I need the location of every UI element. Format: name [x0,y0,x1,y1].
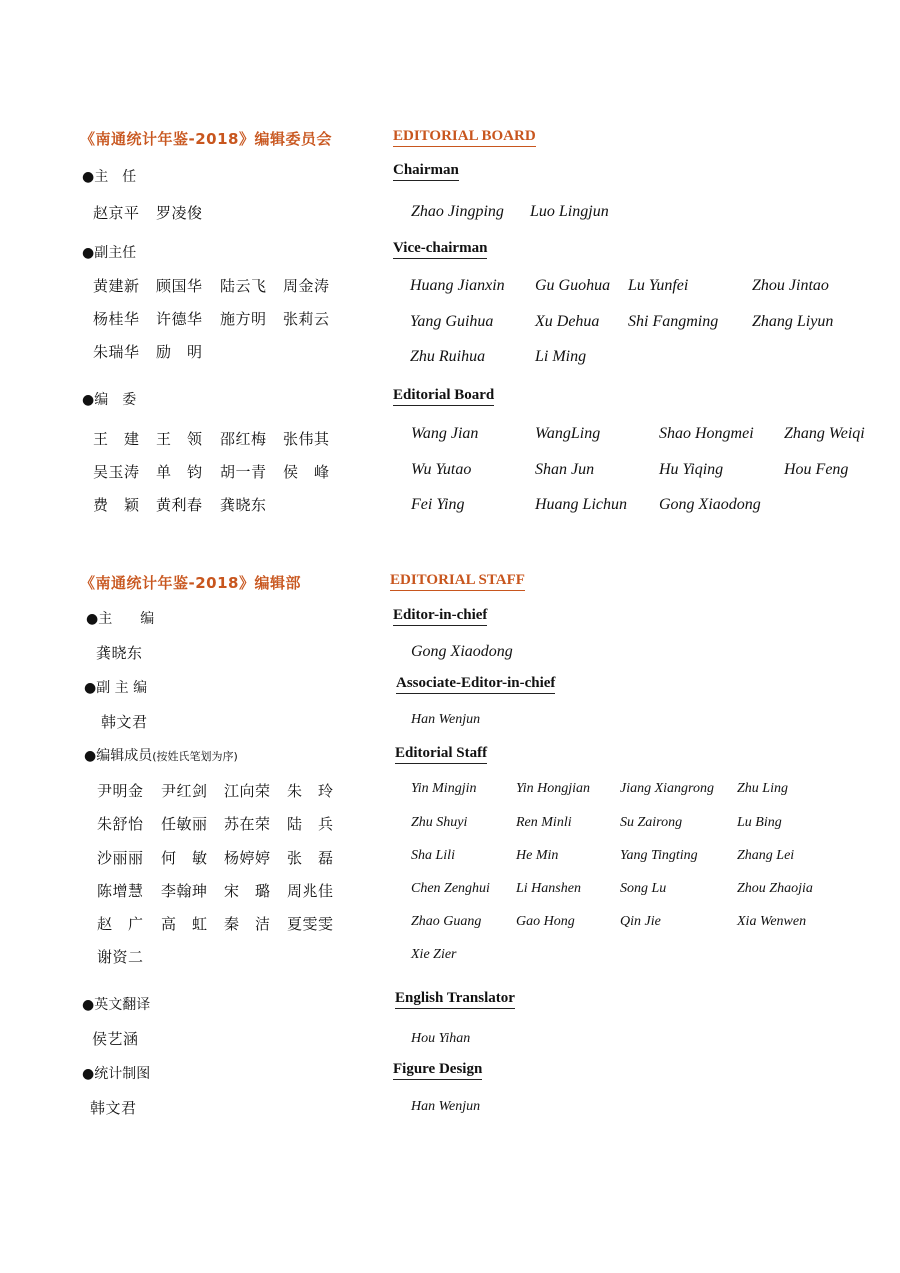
en-name: Han Wenjun [411,712,481,727]
cn-name: 陆云飞 [220,277,267,295]
en-name: Luo Lingjun [530,203,609,220]
cn-name: 顾国华 [156,277,203,295]
en-name: Chen Zenghui [411,881,490,896]
en-name: Huang Lichun [535,496,627,513]
cn-name: 胡一青 [220,463,267,481]
en-name: Zhou Zhaojia [737,881,813,896]
cn-name: 江向荣 [224,782,271,800]
chairman-cn-label: ●主 任 [82,169,137,185]
cn-name: 朱瑞华 [93,343,140,361]
staff-en-title: EDITORIAL STAFF [390,572,525,591]
en-name: Hou Feng [784,461,849,478]
en-name: Huang Jianxin [410,277,505,294]
board-members-en-label: Editorial Board [393,387,494,406]
en-name: Wang Jian [411,425,479,442]
board-en-title: EDITORIAL BOARD [393,128,536,147]
en-name: Li Hanshen [516,881,581,896]
en-name: Xia Wenwen [737,914,807,929]
vice-chairman-cn-label: ●副主任 [82,245,137,261]
staff-cn-title: 《南通统计年鉴-2018》编辑部 [80,574,301,592]
chief-cn-label: ●主 编 [86,611,155,627]
figure-en-label: Figure Design [393,1061,482,1080]
cn-name: 宋 璐 [224,882,271,900]
en-name: Yin Hongjian [516,781,591,796]
cn-name: 许德华 [156,310,203,328]
cn-name: 朱 玲 [287,782,334,800]
staff-members-label-text: ●编辑成员 [84,748,153,764]
sort-note: (按姓氏笔划为序) [152,750,238,763]
cn-name: 励 明 [156,343,203,361]
en-name: Gong Xiaodong [411,643,513,660]
board-cn-title: 《南通统计年鉴-2018》编辑委员会 [80,130,332,148]
en-name: Shan Jun [535,461,595,478]
translator-en-label: English Translator [395,990,515,1009]
cn-name: 李翰珅 [161,882,208,900]
board-members-cn-label: ●编 委 [82,392,137,408]
cn-name: 杨桂华 [93,310,140,328]
en-name: Zhang Lei [737,848,795,863]
cn-name: 谢资二 [97,948,144,966]
en-name: Song Lu [620,881,667,896]
cn-name: 苏在荣 [224,815,271,833]
cn-name: 王 领 [156,430,203,448]
en-name: Zhao Jingping [411,203,504,220]
cn-name: 韩文君 [90,1099,137,1117]
cn-name: 赵京平 [93,204,140,222]
en-name: Zhou Jintao [752,277,829,294]
en-name: Sha Lili [411,848,455,863]
en-name: He Min [516,848,559,863]
en-name: Zhang Liyun [752,313,834,330]
cn-name: 侯 峰 [283,463,330,481]
cn-name: 王 建 [93,430,140,448]
staff-members-cn-label [84,745,238,765]
cn-name: 张 磊 [287,849,334,867]
en-name: Shi Fangming [628,313,719,330]
en-name: Qin Jie [620,914,661,929]
staff-members-en-label: Editorial Staff [395,745,487,764]
cn-name: 施方明 [220,310,267,328]
en-name: Zhang Weiqi [784,425,865,442]
cn-name: 尹红剑 [161,782,208,800]
cn-name: 陆 兵 [287,815,334,833]
cn-name: 周金涛 [283,277,330,295]
chairman-en-label: Chairman [393,162,459,181]
cn-name: 费 颖 [93,496,140,514]
cn-name: 高 虹 [161,915,208,933]
en-name: Gu Guohua [535,277,611,294]
cn-name: 韩文君 [101,713,148,731]
vice-chairman-en-label: Vice-chairman [393,240,487,259]
cn-name: 尹明金 [97,782,144,800]
cn-name: 黄利春 [156,496,203,514]
cn-name: 赵 广 [97,915,144,933]
en-name: Yang Guihua [410,313,494,330]
cn-name: 黄建新 [93,277,140,295]
cn-name: 陈增慧 [97,882,144,900]
cn-name: 何 敏 [161,849,208,867]
en-name: Su Zairong [620,815,683,830]
cn-name: 龚晓东 [96,644,143,662]
en-name: Jiang Xiangrong [620,781,714,796]
en-name: Gong Xiaodong [659,496,761,513]
en-name: WangLing [535,425,601,442]
en-name: Han Wenjun [411,1099,481,1114]
en-name: Zhu Ruihua [410,348,486,365]
en-name: Yang Tingting [620,848,698,863]
en-name: Xu Dehua [535,313,600,330]
cn-name: 秦 洁 [224,915,271,933]
cn-name: 张莉云 [283,310,330,328]
figure-cn-label: ●统计制图 [82,1066,151,1082]
cn-name: 龚晓东 [220,496,267,514]
en-name: Li Ming [535,348,587,365]
en-name: Zhu Ling [737,781,788,796]
en-name: Shao Hongmei [659,425,754,442]
en-name: Lu Bing [737,815,782,830]
cn-name: 杨婷婷 [224,849,271,867]
chief-en-label: Editor-in-chief [393,607,487,626]
en-name: Fei Ying [411,496,465,513]
en-name: Zhu Shuyi [411,815,468,830]
en-name: Hou Yihan [411,1031,471,1046]
translator-cn-label: ●英文翻译 [82,997,151,1013]
en-name: Xie Zier [411,947,457,962]
cn-name: 吴玉涛 [93,463,140,481]
associate-cn-label: ●副 主 编 [84,680,148,696]
cn-name: 邵红梅 [220,430,267,448]
cn-name: 张伟其 [283,430,330,448]
en-name: Wu Yutao [411,461,472,478]
cn-name: 周兆佳 [287,882,334,900]
cn-name: 朱舒怡 [97,815,144,833]
en-name: Hu Yiqing [659,461,724,478]
en-name: Lu Yunfei [628,277,689,294]
cn-name: 沙丽丽 [97,849,144,867]
cn-name: 侯艺涵 [92,1030,139,1048]
associate-en-label: Associate-Editor-in-chief [396,675,555,694]
en-name: Yin Mingjin [411,781,477,796]
cn-name: 罗凌俊 [156,204,203,222]
cn-name: 任敏丽 [161,815,208,833]
cn-name: 单 钧 [156,463,203,481]
en-name: Zhao Guang [411,914,482,929]
en-name: Gao Hong [516,914,575,929]
en-name: Ren Minli [516,815,572,830]
cn-name: 夏雯雯 [287,915,334,933]
